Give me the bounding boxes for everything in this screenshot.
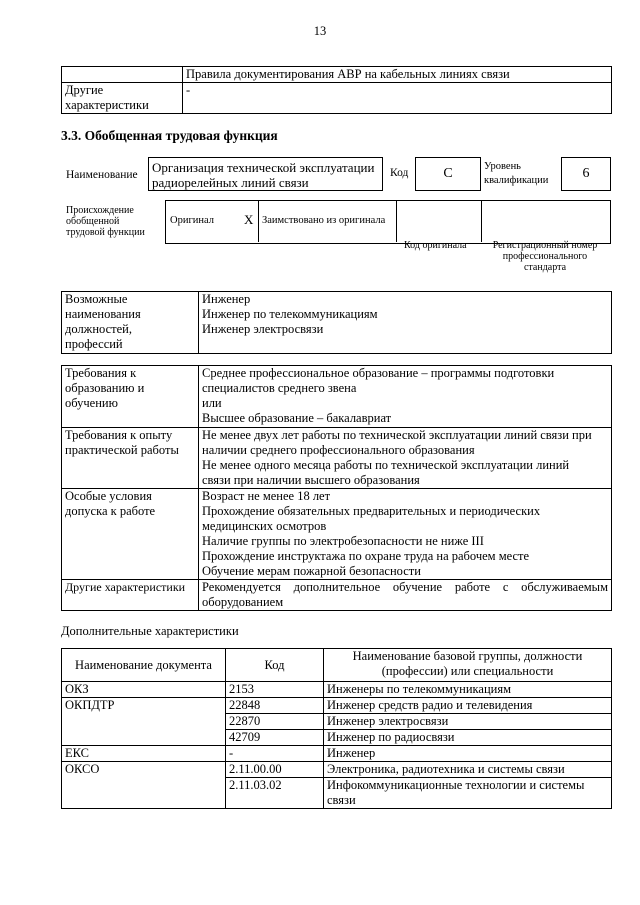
requirement-row-education	[62, 366, 612, 428]
top-table-empty-cell	[62, 67, 183, 83]
table-row	[62, 682, 612, 698]
section-title: 3.3. Обобщенная трудовая функция	[61, 128, 278, 143]
positions-values: Инженер Инженер по телекоммуникациям Инженер электросвязи	[199, 292, 612, 354]
requirement-values: Возраст не менее 18 лет Прохождение обязательных предварительных и периодических медицинских осмотров Наличие группы по электробезопасности не ниже III Прохождение инструктажа по охране труда на рабочем месте Обучение мерам пожарной безопасности	[199, 489, 612, 580]
row-code: 2.11.03.02	[226, 778, 324, 809]
top-table-row2-label: Другие характеристики	[62, 83, 183, 114]
origin-reg-caption: Регистрационный номер профессионального стандарта	[492, 240, 598, 273]
row-name: Электроника, радиотехника и системы связи	[324, 762, 612, 778]
header-name: Наименование базовой группы, должности (профессии) или специальности	[324, 649, 612, 682]
requirement-row-experience	[62, 428, 612, 489]
requirement-label: Требования к опыту практической работы	[62, 428, 199, 489]
function-name-box: Организация технической эксплуатации радиорелейных линий связи	[148, 157, 383, 191]
requirement-row-other	[62, 580, 612, 611]
origin-divider-2	[396, 200, 397, 242]
additional-title: Дополнительные характеристики	[61, 624, 239, 638]
header-code: Код	[226, 649, 324, 682]
row-name: Инженер по радиосвязи	[324, 730, 612, 746]
additional-table	[61, 648, 612, 809]
positions-label: Возможные наименования должностей, профессий	[62, 292, 199, 354]
row-name: Инженер	[324, 746, 612, 762]
row-name: Инженер средств радио и телевидения	[324, 698, 612, 714]
function-level-value: 6	[561, 157, 611, 191]
origin-borrowed-label: Заимствовано из оригинала	[262, 215, 386, 226]
function-name-label: Наименование	[66, 169, 138, 181]
requirement-values: Среднее профессиональное образование – программы подготовки специалистов среднего звена или Высшее образование – бакалавриат	[199, 366, 612, 428]
requirement-label: Требования к образованию и обучению	[62, 366, 199, 428]
row-doc: ЕКС	[62, 746, 226, 762]
function-code-label: Код	[390, 167, 409, 179]
origin-divider-1	[258, 200, 259, 242]
top-table	[61, 66, 612, 114]
header-document: Наименование документа	[62, 649, 226, 682]
row-code: 22870	[226, 714, 324, 730]
requirement-label: Особые условия допуска к работе	[62, 489, 199, 580]
positions-table	[61, 291, 612, 354]
requirement-values: Рекомендуется дополнительное обучение работе с обслуживаемым оборудованием	[199, 580, 612, 611]
requirement-row-admission	[62, 489, 612, 580]
requirements-table	[61, 365, 612, 611]
row-code: 42709	[226, 730, 324, 746]
top-table-row1-value: Правила документирования АВР на кабельных линиях связи	[183, 67, 612, 83]
origin-code-caption: Код оригинала	[404, 240, 467, 251]
origin-label: Происхождение обобщенной трудовой функции	[66, 205, 145, 238]
origin-original-label: Оригинал	[170, 215, 214, 226]
row-code: 22848	[226, 698, 324, 714]
row-code: 2153	[226, 682, 324, 698]
table-row	[62, 746, 612, 762]
row-name: Инфокоммуникационные технологии и системы связи	[324, 778, 612, 809]
requirement-label: Другие характеристики	[62, 580, 199, 611]
row-name: Инженеры по телекоммуникациям	[324, 682, 612, 698]
origin-original-mark: X	[244, 212, 254, 227]
row-code: -	[226, 746, 324, 762]
origin-box	[165, 200, 611, 244]
function-level-label: Уровень квалификации	[484, 161, 549, 186]
table-row	[62, 698, 612, 714]
row-name: Инженер электросвязи	[324, 714, 612, 730]
requirement-values: Не менее двух лет работы по технической эксплуатации линий связи при наличии среднего профессионального образования Не менее одного месяца работы по технической эксплуатации линий связи при наличии высшего образования	[199, 428, 612, 489]
row-code: 2.11.00.00	[226, 762, 324, 778]
row-doc: ОКСО	[62, 762, 226, 809]
row-doc: ОКПДТР	[62, 698, 226, 746]
row-doc: ОКЗ	[62, 682, 226, 698]
page-number: 13	[313, 24, 327, 38]
top-table-row2-value: -	[183, 83, 612, 114]
additional-header-row	[62, 649, 612, 682]
function-code-value: C	[415, 157, 481, 191]
table-row	[62, 762, 612, 778]
origin-divider-3	[481, 200, 482, 242]
